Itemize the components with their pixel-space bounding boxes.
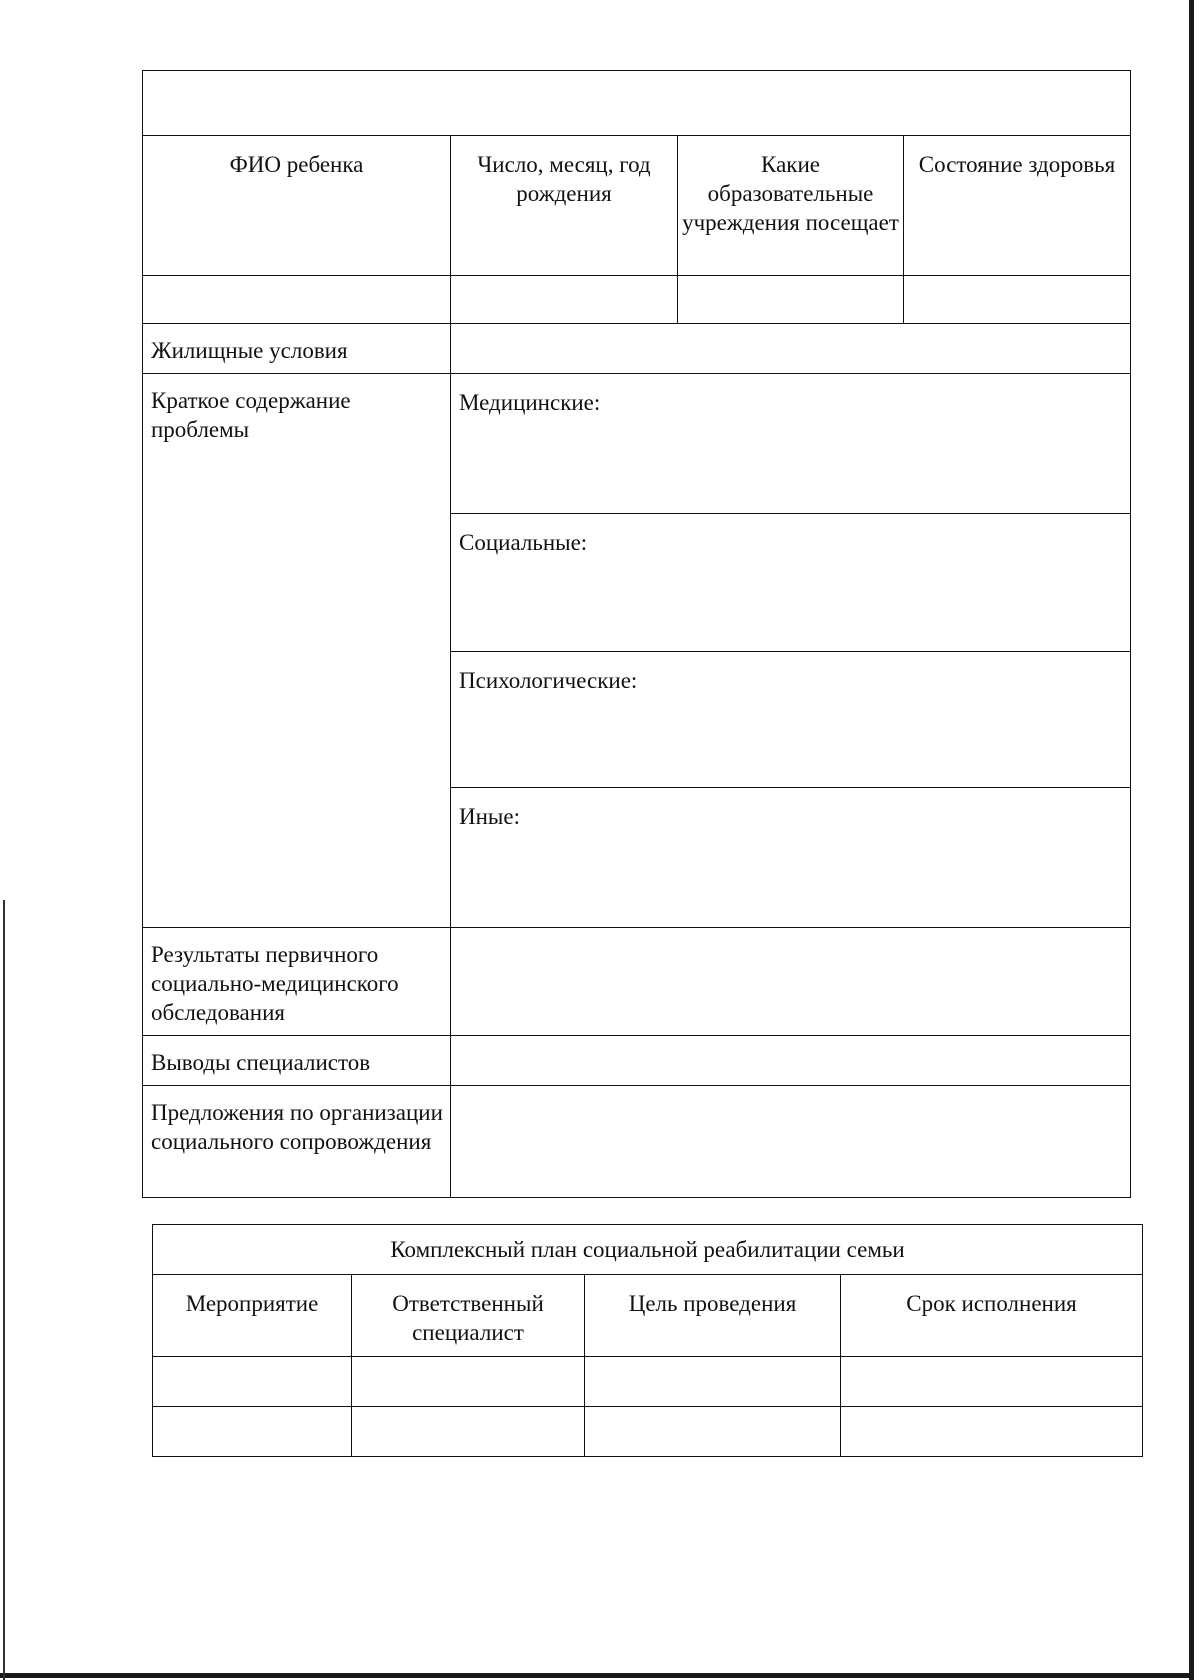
rehab-plan-table [152,1224,1143,1457]
page-edge-left [3,900,5,1680]
problem-psychological-label: Психологические: [459,668,638,693]
header-health: Состояние здоровья [904,136,1131,276]
page-edge-bottom [0,1673,1194,1678]
header-child-name: ФИО ребенка [143,136,451,276]
survey-results-row [143,928,1131,1036]
support-proposals-row [143,1086,1131,1198]
plan-activity-cell[interactable] [153,1357,352,1407]
plan-deadline-cell[interactable] [841,1407,1143,1457]
problem-medical-cell[interactable] [451,374,1131,514]
child-header-row [143,136,1131,276]
card-title-row [143,71,1131,136]
plan-title-row [153,1225,1143,1275]
plan-specialist-cell[interactable] [352,1407,585,1457]
problem-psychological-cell[interactable] [451,652,1131,788]
plan-goal-cell[interactable] [585,1407,841,1457]
card-title-cell[interactable] [143,71,1131,136]
problem-social-label: Социальные: [459,530,588,555]
child-name-cell[interactable] [143,276,451,324]
header-activity: Мероприятие [153,1275,352,1357]
header-deadline: Срок исполнения [841,1275,1143,1357]
plan-deadline-cell[interactable] [841,1357,1143,1407]
specialist-conclusions-row [143,1036,1131,1086]
problem-summary-label: Краткое содержание проблемы [143,374,451,928]
institutions-cell[interactable] [678,276,904,324]
plan-activity-cell[interactable] [153,1407,352,1457]
specialist-conclusions-label: Выводы специалистов [143,1036,451,1086]
plan-row [153,1357,1143,1407]
birth-date-cell[interactable] [451,276,678,324]
header-goal: Цель проведения [585,1275,841,1357]
housing-value[interactable] [451,324,1131,374]
problem-other-label: Иные: [459,804,520,829]
support-proposals-value[interactable] [451,1086,1131,1198]
plan-row [153,1407,1143,1457]
header-specialist: Ответственный специалист [352,1275,585,1357]
plan-title: Комплексный план социальной реабилитации семьи [153,1225,1143,1275]
problem-medical-row [143,374,1131,514]
problem-social-cell[interactable] [451,514,1131,652]
page-edge-right [1189,0,1194,1680]
plan-goal-cell[interactable] [585,1357,841,1407]
problem-medical-label: Медицинские: [459,390,601,415]
problem-other-cell[interactable] [451,788,1131,928]
header-birth-date: Число, месяц, год рождения [451,136,678,276]
family-card-table [142,70,1131,1198]
housing-label: Жилищные условия [143,324,451,374]
plan-header-row [153,1275,1143,1357]
plan-specialist-cell[interactable] [352,1357,585,1407]
health-cell[interactable] [904,276,1131,324]
survey-results-label: Результаты первичного социально-медицинского обследования [143,928,451,1036]
support-proposals-label: Предложения по организации социального сопровождения [143,1086,451,1198]
child-data-row [143,276,1131,324]
specialist-conclusions-value[interactable] [451,1036,1131,1086]
housing-row [143,324,1131,374]
survey-results-value[interactable] [451,928,1131,1036]
header-institutions: Какие образовательные учреждения посещает [678,136,904,276]
